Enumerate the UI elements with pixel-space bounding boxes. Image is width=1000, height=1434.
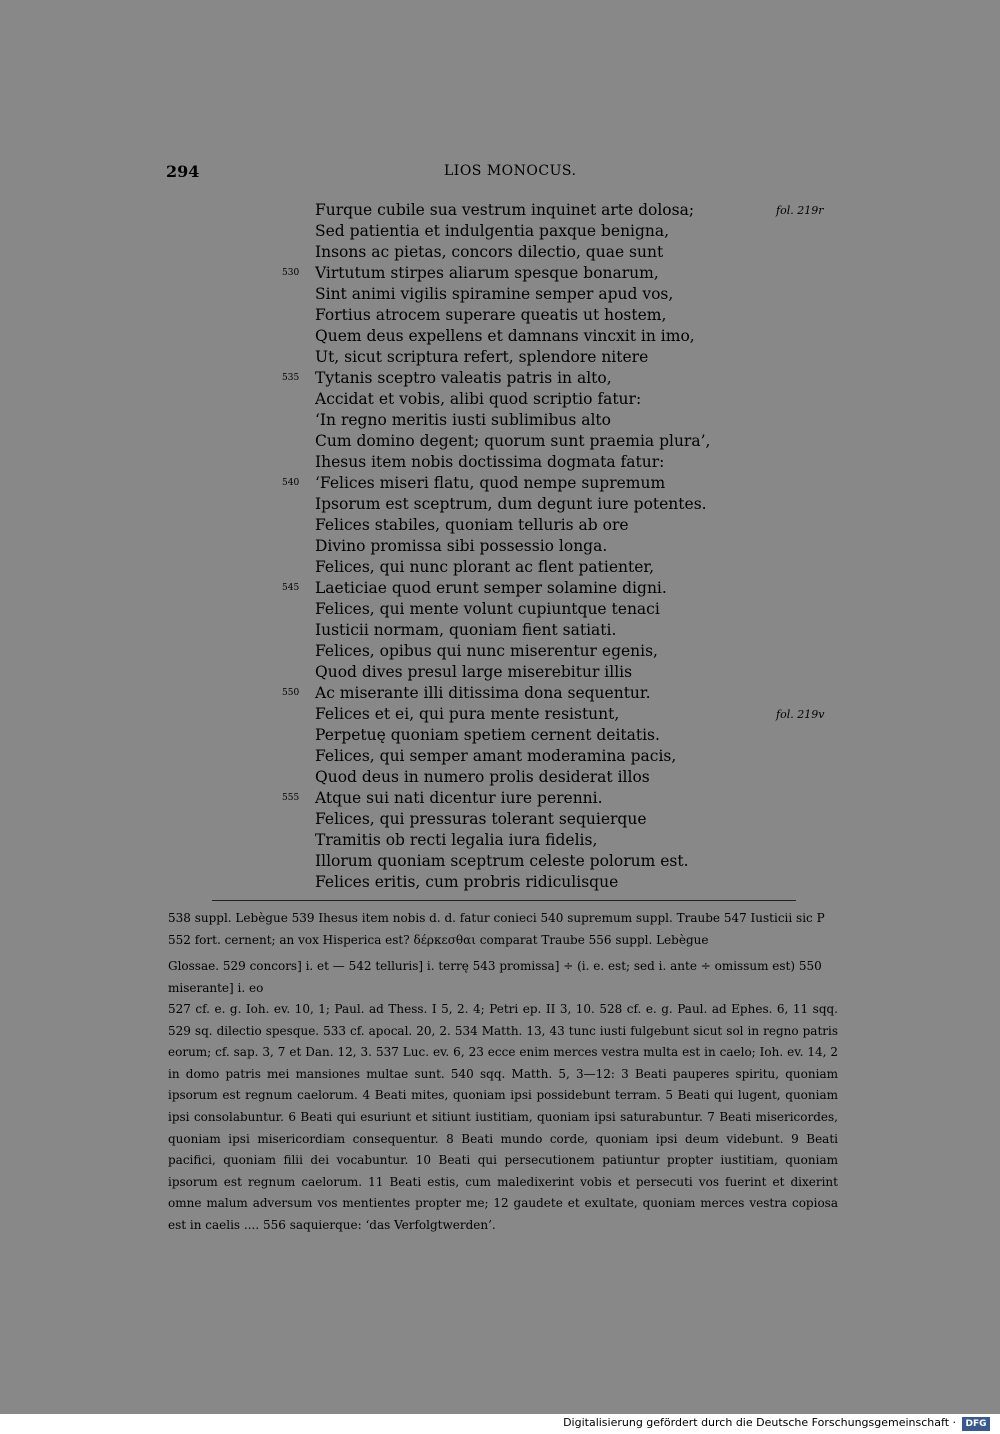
line-number: 530 — [282, 268, 300, 278]
verse-line: Furque cubile sua vestrum inquinet arte dolosa; — [315, 201, 695, 219]
verse-line: Tytanis sceptro valeatis patris in alto, — [315, 369, 612, 387]
verse-line: Quem deus expellens et damnans vincxit in imo, — [315, 327, 695, 345]
line-number: 545 — [282, 583, 300, 593]
verse-line: Sint animi vigilis spiramine semper apud vos, — [315, 285, 674, 303]
footnote-rule — [212, 900, 796, 901]
verse-line: Ut, sicut scriptura refert, splendore nitere — [315, 348, 649, 366]
verse-line: Ipsorum est sceptrum, dum degunt iure potentes. — [315, 495, 707, 513]
verse-line: Felices, qui mente volunt cupiuntque tenaci — [315, 600, 660, 618]
verse-line: Quod deus in numero prolis desiderat illos — [315, 768, 650, 786]
verse-line: Accidat et vobis, alibi quod scriptio fatur: — [315, 390, 642, 408]
verse-line: Felices stabiles, quoniam telluris ab ore — [315, 516, 629, 534]
line-number: 550 — [282, 688, 300, 698]
verse-line: Fortius atrocem superare queatis ut hostem, — [315, 306, 667, 324]
folio-marker: fol. 219v — [776, 708, 825, 721]
verse-line: Ihesus item nobis doctissima dogmata fatur: — [315, 453, 665, 471]
verse-line: Felices et ei, qui pura mente resistunt, — [315, 705, 620, 723]
funding-credit: Digitalisierung gefördert durch die Deutsche Forschungsgemeinschaft · — [563, 1416, 956, 1429]
folio-marker: fol. 219r — [776, 204, 824, 217]
verse-line: Divino promissa sibi possessio longa. — [315, 537, 608, 555]
verse-line: Iusticii normam, quoniam fient satiati. — [315, 621, 617, 639]
page-number: 294 — [166, 162, 200, 181]
verse-line: Atque sui nati dicentur iure perenni. — [315, 789, 603, 807]
verse-line: Virtutum stirpes aliarum spesque bonarum, — [315, 264, 659, 282]
source-notes: 527 cf. e. g. Ioh. ev. 10, 1; Paul. ad Thess. I 5, 2. 4; Petri ep. II 3, 10. 528 cf. e. g. Paul. ad Ephes. 6, 11 sqq. 529 sq. dilectio spesque. 533 cf. apocal. 20, 2. 534 Matth. 13, 43 tunc iusti fulgebunt sicut sol in regno patris eorum; cf. sap. 3, 7 et Dan. 12, 3. 537 Luc. ev. 6, 23 ecce enim merces vestra multa est in caelo; Ioh. ev. 14, 2 in domo patris mei mansiones multae sunt. 540 sqq. Matth. 5, 3—12: 3 Beati pauperes spiritu, quoniam ipsorum est regnum caelorum. 4 Beati mites, quoniam ipsi possidebunt terram. 5 Beati qui lugent, quoniam ipsi consolabuntur. 6 Beati qui esuriunt et sitiunt iustitiam, quoniam ipsi saturabuntur. 7 Beati misericordes, quoniam ipsi misericordiam consequentur. 8 Beati mundo corde, quoniam ipsi deum videbunt. 9 Beati pacifici, quoniam filii dei vocabuntur. 10 Beati qui persecutionem patiuntur propter iustitiam, quoniam ipsorum est regnum caelorum. 11 Beati estis, cum maledixerint vobis et persecuti vos fuerint et dixerint omne malum adversum vos mentientes propter me; 12 gaudete et exultate, quoniam merces vestra copiosa est in caelis .... 556 saquierque: ‘das Verfolgtwerden’. — [168, 1002, 838, 1232]
verse-line: Quod dives presul large miserebitur illis — [315, 663, 633, 681]
verse-line: ‘In regno meritis iusti sublimibus alto — [315, 411, 611, 429]
verse-line: Felices, qui nunc plorant ac flent patienter, — [315, 558, 655, 576]
verse-line: ‘Felices miseri flatu, quod nempe supremum — [315, 474, 666, 492]
line-number: 555 — [282, 793, 300, 803]
verse-line: Laeticiae quod erunt semper solamine digni. — [315, 579, 667, 597]
verse-line: Felices, opibus qui nunc miserentur egenis, — [315, 642, 658, 660]
verse-line: Insons ac pietas, concors dilectio, quae sunt — [315, 243, 664, 261]
verse-line: Felices, qui pressuras tolerant sequierque — [315, 810, 647, 828]
verse-line: Felices eritis, cum probris ridiculisque — [315, 873, 619, 891]
line-number: 535 — [282, 373, 300, 383]
critical-apparatus: 538 suppl. Lebègue 539 Ihesus item nobis d. d. fatur conieci 540 supremum suppl. Traube 547 Iusticii sic P 552 fort. cernent; an vox Hisperica est? δέρκεσθαι comparat Traube 556 suppl. Lebègue — [168, 911, 825, 947]
verse-line: Illorum quoniam sceptrum celeste polorum est. — [315, 852, 689, 870]
footer-bar — [0, 1414, 1000, 1434]
running-head: LIOS MONOCUS. — [444, 163, 577, 179]
verse-line: Felices, qui semper amant moderamina pacis, — [315, 747, 677, 765]
dfg-logo-icon: DFG — [962, 1417, 990, 1431]
line-number: 540 — [282, 478, 300, 488]
verse-line: Tramitis ob recti legalia iura fidelis, — [315, 831, 598, 849]
verse-line: Perpetuę quoniam spetiem cernent deitatis. — [315, 726, 660, 744]
verse-line: Ac miserante illi ditissima dona sequentur. — [315, 684, 651, 702]
verse-line: Cum domino degent; quorum sunt praemia plura’, — [315, 432, 711, 450]
verse-line: Sed patientia et indulgentia paxque benigna, — [315, 222, 670, 240]
glossae-notes: Glossae. 529 concors] i. et — 542 telluris] i. terrę 543 promissa] ÷ (i. e. est; sed i. ante ÷ omissum est) 550 miserante] i. eo — [168, 959, 822, 995]
